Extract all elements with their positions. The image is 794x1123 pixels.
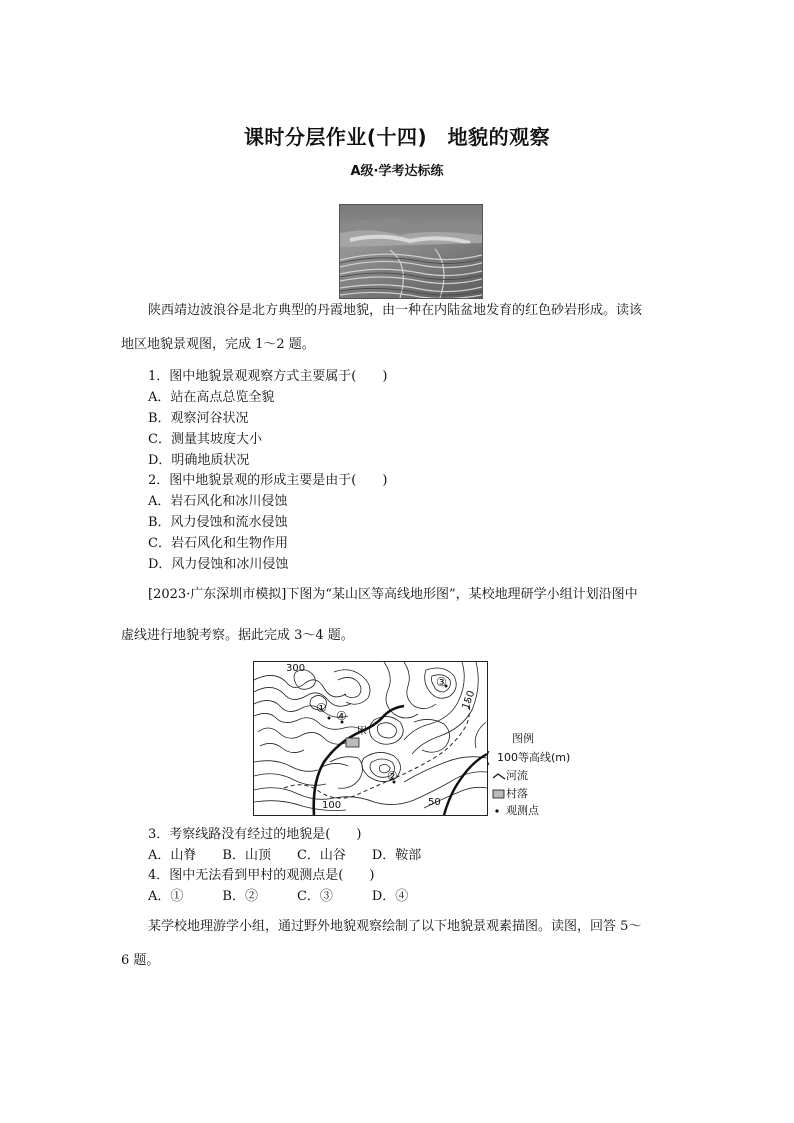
point-3-label: ③ <box>436 675 447 689</box>
legend-village <box>492 785 528 801</box>
legend-point-label: 观测点 <box>506 804 539 817</box>
legend-river-label: 河流 <box>506 769 528 782</box>
question-1-option-d: D．明确地质状况 <box>148 453 250 468</box>
contour-label-300: 300 <box>286 663 306 674</box>
point-1-label: ① <box>316 701 327 715</box>
village-jia-label: 甲 <box>357 726 367 737</box>
question-3-stem: 3．考察线路没有经过的地貌是( ) <box>148 827 362 842</box>
contour-label-50: 50 <box>428 797 441 808</box>
legend-contour-value: 100 <box>497 751 518 764</box>
question-2-stem: 2．图中地貌景观的形成主要是由于( ) <box>148 473 388 488</box>
section-subtitle: A级·学考达标练 <box>350 164 444 179</box>
river-symbol-icon <box>492 770 506 782</box>
legend-river <box>492 767 528 783</box>
point-4-label: ④ <box>336 709 347 723</box>
intro-paragraph-3-line-1: 某学校地理游学小组，通过野外地貌观察绘制了以下地貌景观素描图。读图，回答 5～ <box>148 919 642 934</box>
legend-title: 图例 <box>512 732 534 745</box>
point-symbol-icon <box>492 805 506 817</box>
question-4-stem: 4．图中无法看到甲村的观测点是( ) <box>148 868 375 883</box>
question-2-option-d: D．风力侵蚀和冰川侵蚀 <box>148 557 289 572</box>
intro-paragraph-2-line-1: [2023·广东深圳市模拟]下图为“某山区等高线地形图”，某校地理研学小组计划沿图中 <box>148 587 638 602</box>
question-2-option-c: C．岩石风化和生物作用 <box>148 536 288 551</box>
page-title: 课时分层作业(十四) 地貌的观察 <box>243 125 551 149</box>
question-4-options: A．① B．② C．③ D．④ <box>148 889 409 904</box>
question-1-option-c: C．测量其坡度大小 <box>148 432 262 447</box>
question-3-options: A．山脊 B．山顶 C．山谷 D．鞍部 <box>148 848 422 863</box>
intro-paragraph-2-line-2: 虚线进行地貌考察。据此完成 3～4 题。 <box>121 628 354 643</box>
main-river <box>314 706 404 815</box>
observation-point-1 <box>328 717 331 720</box>
contour-label-150: 150 <box>460 689 478 712</box>
question-2-option-b: B．风力侵蚀和流水侵蚀 <box>148 515 288 530</box>
question-1-option-b: B．观察河谷状况 <box>148 411 249 426</box>
contour-map <box>253 661 488 816</box>
question-2-option-a: A．岩石风化和冰川侵蚀 <box>148 494 288 509</box>
contour-label-100: 100 <box>322 800 342 811</box>
village-jia-marker <box>346 738 359 747</box>
intro-paragraph-1-line-2: 地区地貌景观图，完成 1～2 题。 <box>121 337 315 352</box>
intro-paragraph-3-line-2: 6 题。 <box>121 953 160 968</box>
question-1-option-a: A．站在高点总览全貌 <box>148 390 275 405</box>
legend-contour-label: 等高线(m) <box>518 751 571 764</box>
landform-photo <box>339 204 483 299</box>
point-2-label: ② <box>387 769 398 783</box>
intro-paragraph-1-line-1: 陕西靖边波浪谷是北方典型的丹霞地貌，由一种在内陆盆地发育的红色砂岩形成。读该 <box>148 303 643 318</box>
legend-point <box>492 802 539 818</box>
east-river <box>444 754 487 815</box>
legend-contour <box>487 749 570 765</box>
legend-village-label: 村落 <box>506 787 528 800</box>
question-1-stem: 1．图中地貌景观观察方式主要属于( ) <box>148 369 388 384</box>
village-symbol-icon <box>492 788 506 800</box>
